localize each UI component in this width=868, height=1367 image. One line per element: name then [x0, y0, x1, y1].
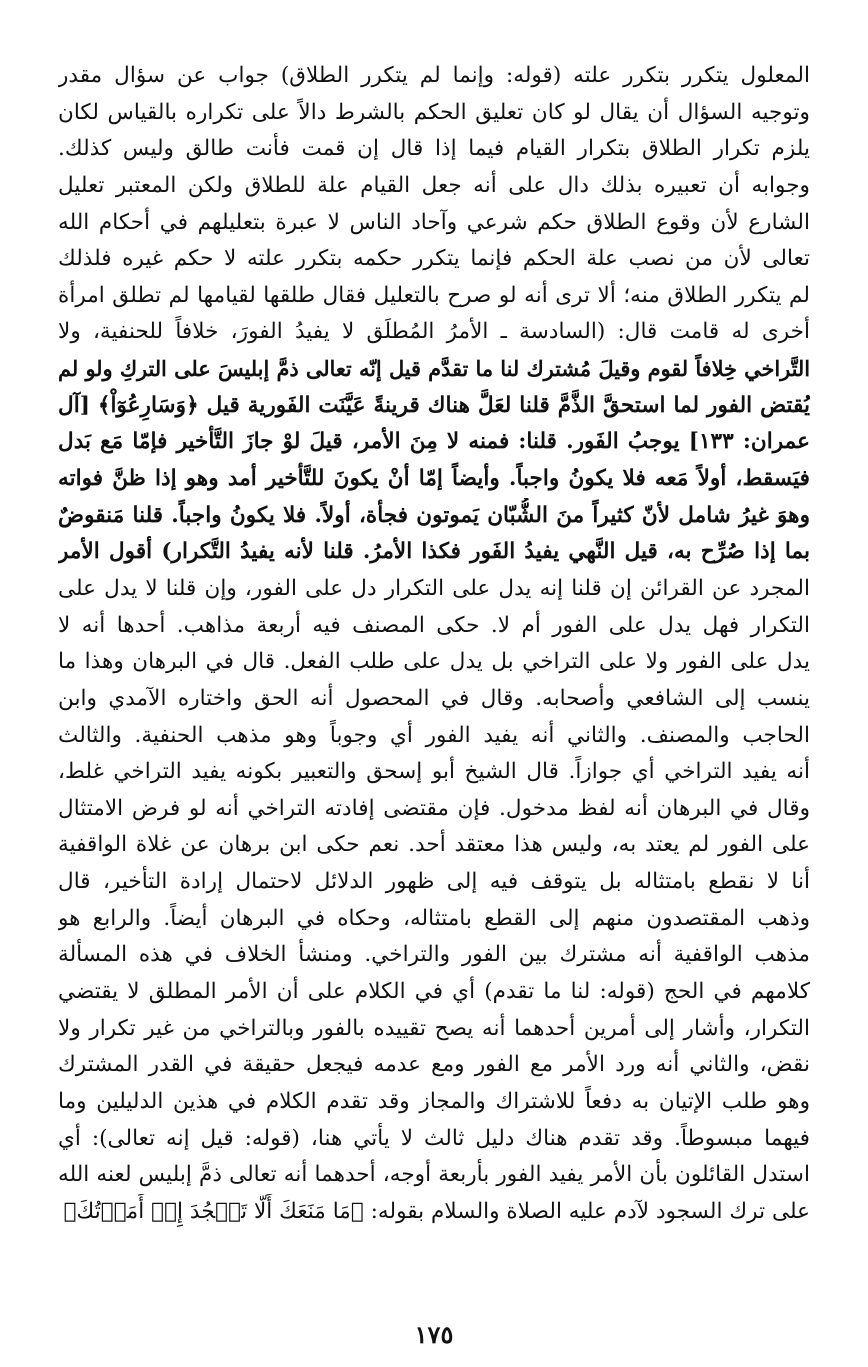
text-line: فيهما مبسوطاً. وقد تقدم هناك دليل ثالث لا يأتي هنا، (قوله: قيل إنه تعالى): أي	[58, 1125, 810, 1151]
text-line: يلزم تكرار الطلاق بتكرار القيام فيما إذا قال إن قمت فأنت طالق وليس كذلك.	[58, 136, 810, 162]
matn-line: بما إذا صُرِّح به، قيل النَّهي يفيدُ الفَور فكذا الأمرُ. قلنا لأنه يفيدُ التَّكرار) أقول الأمر	[58, 539, 810, 565]
text-line: على الفور لم يعتد به، وليس هذا معتقد أحد. نعم حكى ابن برهان عن غلاة الواقفية	[58, 832, 810, 858]
text-line: وذهب المقتصدون منهم إلى القطع بامتثاله، وحكاه في البرهان أيضاً. والرابع هو	[58, 905, 810, 931]
text-line: المعلول يتكرر بتكرر علته (قوله: وإنما لم يتكرر الطلاق) جواب عن سؤال مقدر	[58, 63, 810, 88]
text-line: تعالى لأن من نصب علة الحكم فإنما يتكرر حكمه بتكرر علته لا حكم غيره فلذلك	[58, 246, 810, 272]
text-line: مذهب الواقفية أنه مشترك بين الفور والتراخي. ومنشأ الخلاف في هذه المسألة	[58, 942, 810, 968]
text-line: التكرار فهل يدل على الفور أم لا. حكى المصنف فيه أربعة مذاهب. أحدها أنه لا	[58, 612, 810, 638]
text-line: وهو طلب الإتيان به دفعاً للاشتراك والمجاز وقد تقدم الكلام في هذين الدليلين وما	[58, 1088, 810, 1114]
text-line: على ترك السجود لآدم عليه الصلاة والسلام بقوله: ﴿مَا مَنَعَكَ أَلَّا تَسۡجُدَ إِذۡ أَمَرۡتُكَ﴾	[63, 1198, 810, 1224]
text-line: يدل على الفور ولا على التراخي بل يدل على طلب الفعل. قال في البرهان وهذا ما	[58, 649, 810, 675]
text-line: التكرار، وأشار إلى أمرين أحدهما أنه يصح تقييده بالفور وبالتراخي من غير تكرار ولا	[58, 1015, 810, 1041]
text-line: وتوجيه السؤال أن يقال لو كان تعليق الحكم بالشرط دالاً على تكراره بالقياس لكان	[58, 99, 810, 125]
text-line: المجرد عن القرائن إن قلنا إنه يدل على التكرار دل على الفور، وإن قلنا لا يدل على	[58, 575, 810, 601]
matn-line: وهوَ غيرُ شامل لأنّ كثيراً منَ الشُّبّان يَموتون فجأة، أولاً. فلا يكونُ واجباً. قلنا مَنقوضٌ	[58, 502, 810, 528]
text-line: وقال في البرهان أنه لفظ مدخول. فإن مقتضى إفادته التراخي أنه لو فرض الامتثال	[58, 795, 810, 821]
text-line: استدل القائلون بأن الأمر يفيد الفور بأربعة أوجه، أحدهما أنه تعالى ذمَّ إبليس لعنه الله	[58, 1162, 810, 1188]
page-number: ١٧٥	[414, 1320, 454, 1349]
text-line: لم يتكرر الطلاق منه؛ ألا ترى أنه لو صرح بالتعليل فقال طلقها لقيامها لم تطلق امرأة	[58, 282, 810, 308]
matn-line: التَّراخي خِلافاً لقوم وقيلَ مُشترك لنا ما تقدَّم قيل إنّه تعالى ذمَّ إبليسَ على التركِ ولو لم	[58, 356, 810, 382]
body-text	[58, 58, 810, 1231]
text-line: الحاجب والمصنف. والثاني أنه يفيد الفور أي وجوباً وهو مذهب الحنفية. والثالث	[58, 722, 810, 748]
matn-line: يُقتض الفور لما استحقَّ الذَّمَّ قلنا لعَلَّ هناك قرينةً عَيَّنَت الفَورية قيل ﴿وَسَارِعُوٓاْ﴾ [آل	[58, 392, 810, 418]
text-line: الشارع لأن وقوع الطلاق حكم شرعي وآحاد الناس لا عبرة بتعليلهم في أحكام الله	[58, 209, 810, 235]
text-line: أخرى له قامت قال: (السادسة ـ الأمرُ المُطلَق لا يفيدُ الفورَ، خلافاً للحنفية، ولا	[58, 319, 810, 345]
text-line: كلامهم في الحج (قوله: لنا ما تقدم) أي في الكلام على أن الأمر المطلق لا يقتضي	[58, 979, 810, 1005]
text-line: ينسب إلى الشافعي وأصحابه. وقال في المحصول أنه الحق واختاره الآمدي وابن	[58, 685, 810, 711]
text-line: أنا لا نقطع بامتثاله بل يتوقف فيه إلى ظهور الدلائل لاحتمال إرادة التأخير، قال	[58, 869, 810, 895]
matn-line: فيَسقط، أولاً مَعه فلا يكونُ واجباً. وأيضاً إمّا أنْ يكونَ للتَّأخير أمد وهو إذا ظنَّ فواته	[58, 466, 810, 492]
matn-line: عمران: ١٣٣] يوجبُ الفَور. قلنا: فمنه لا مِنَ الأمر، قيلَ لوْ جازَ التَّأخير فإمّا مَع بَدل	[58, 429, 810, 455]
text-line: أنه يفيد التراخي أي جوازاً. قال الشيخ أبو إسحق والتعبير بكونه يفيد التراخي غلط،	[58, 759, 810, 785]
text-line: نقض، والثاني أنه ورد الأمر مع الفور ومع عدمه فيجعل حقيقة في القدر المشترك	[58, 1052, 810, 1078]
text-line: وجوابه أن تعبيره بذلك دال على أنه جعل القيام علة للطلاق ولكن المعتبر تعليل	[58, 172, 810, 198]
